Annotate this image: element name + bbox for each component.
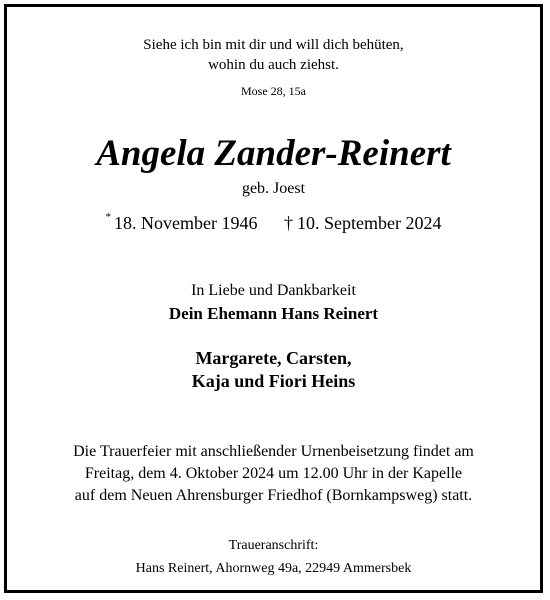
mourning-address-label: Traueranschrift: <box>228 538 319 553</box>
birth-name: geb. Joest <box>241 180 306 197</box>
deceased-name: Angela Zander-Reinert <box>96 133 451 174</box>
bible-verse <box>7 35 540 75</box>
children-line-2: Kaja und Fiori Heins <box>191 371 356 391</box>
death-date: 10. September 2024 <box>297 213 442 233</box>
birth-date: 18. November 1946 <box>114 213 258 233</box>
birth-date-group <box>106 213 258 233</box>
service-notice-line-1: Die Trauerfeier mit anschließender Urnenbeisetzung findet am <box>73 443 474 460</box>
verse-line-2: wohin du auch ziehst. <box>208 57 339 73</box>
notice-border <box>4 4 543 593</box>
birth-star-icon: * <box>105 211 112 223</box>
life-dates <box>7 207 540 235</box>
verse-reference: Mose 28, 15a <box>241 84 306 98</box>
service-notice-line-3: auf dem Neuen Ahrensburger Friedhof (Bornkampsweg) statt. <box>74 487 473 504</box>
death-date-group <box>284 213 441 233</box>
children-names <box>7 347 540 393</box>
mourning-address: Hans Reinert, Ahornweg 49a, 22949 Ammersbek <box>135 561 412 576</box>
spouse-name: Dein Ehemann Hans Reinert <box>168 304 379 323</box>
service-notice-line-2: Freitag, dem 4. Oktober 2024 um 12.00 Uhr in der Kapelle <box>84 465 463 482</box>
dedication: In Liebe und Dankbarkeit <box>191 282 356 299</box>
verse-line-1: Siehe ich bin mit dir und will dich behüten, <box>143 37 404 53</box>
death-cross-icon: † <box>284 213 293 233</box>
service-notice <box>7 441 540 507</box>
children-line-1: Margarete, Carsten, <box>195 348 352 368</box>
